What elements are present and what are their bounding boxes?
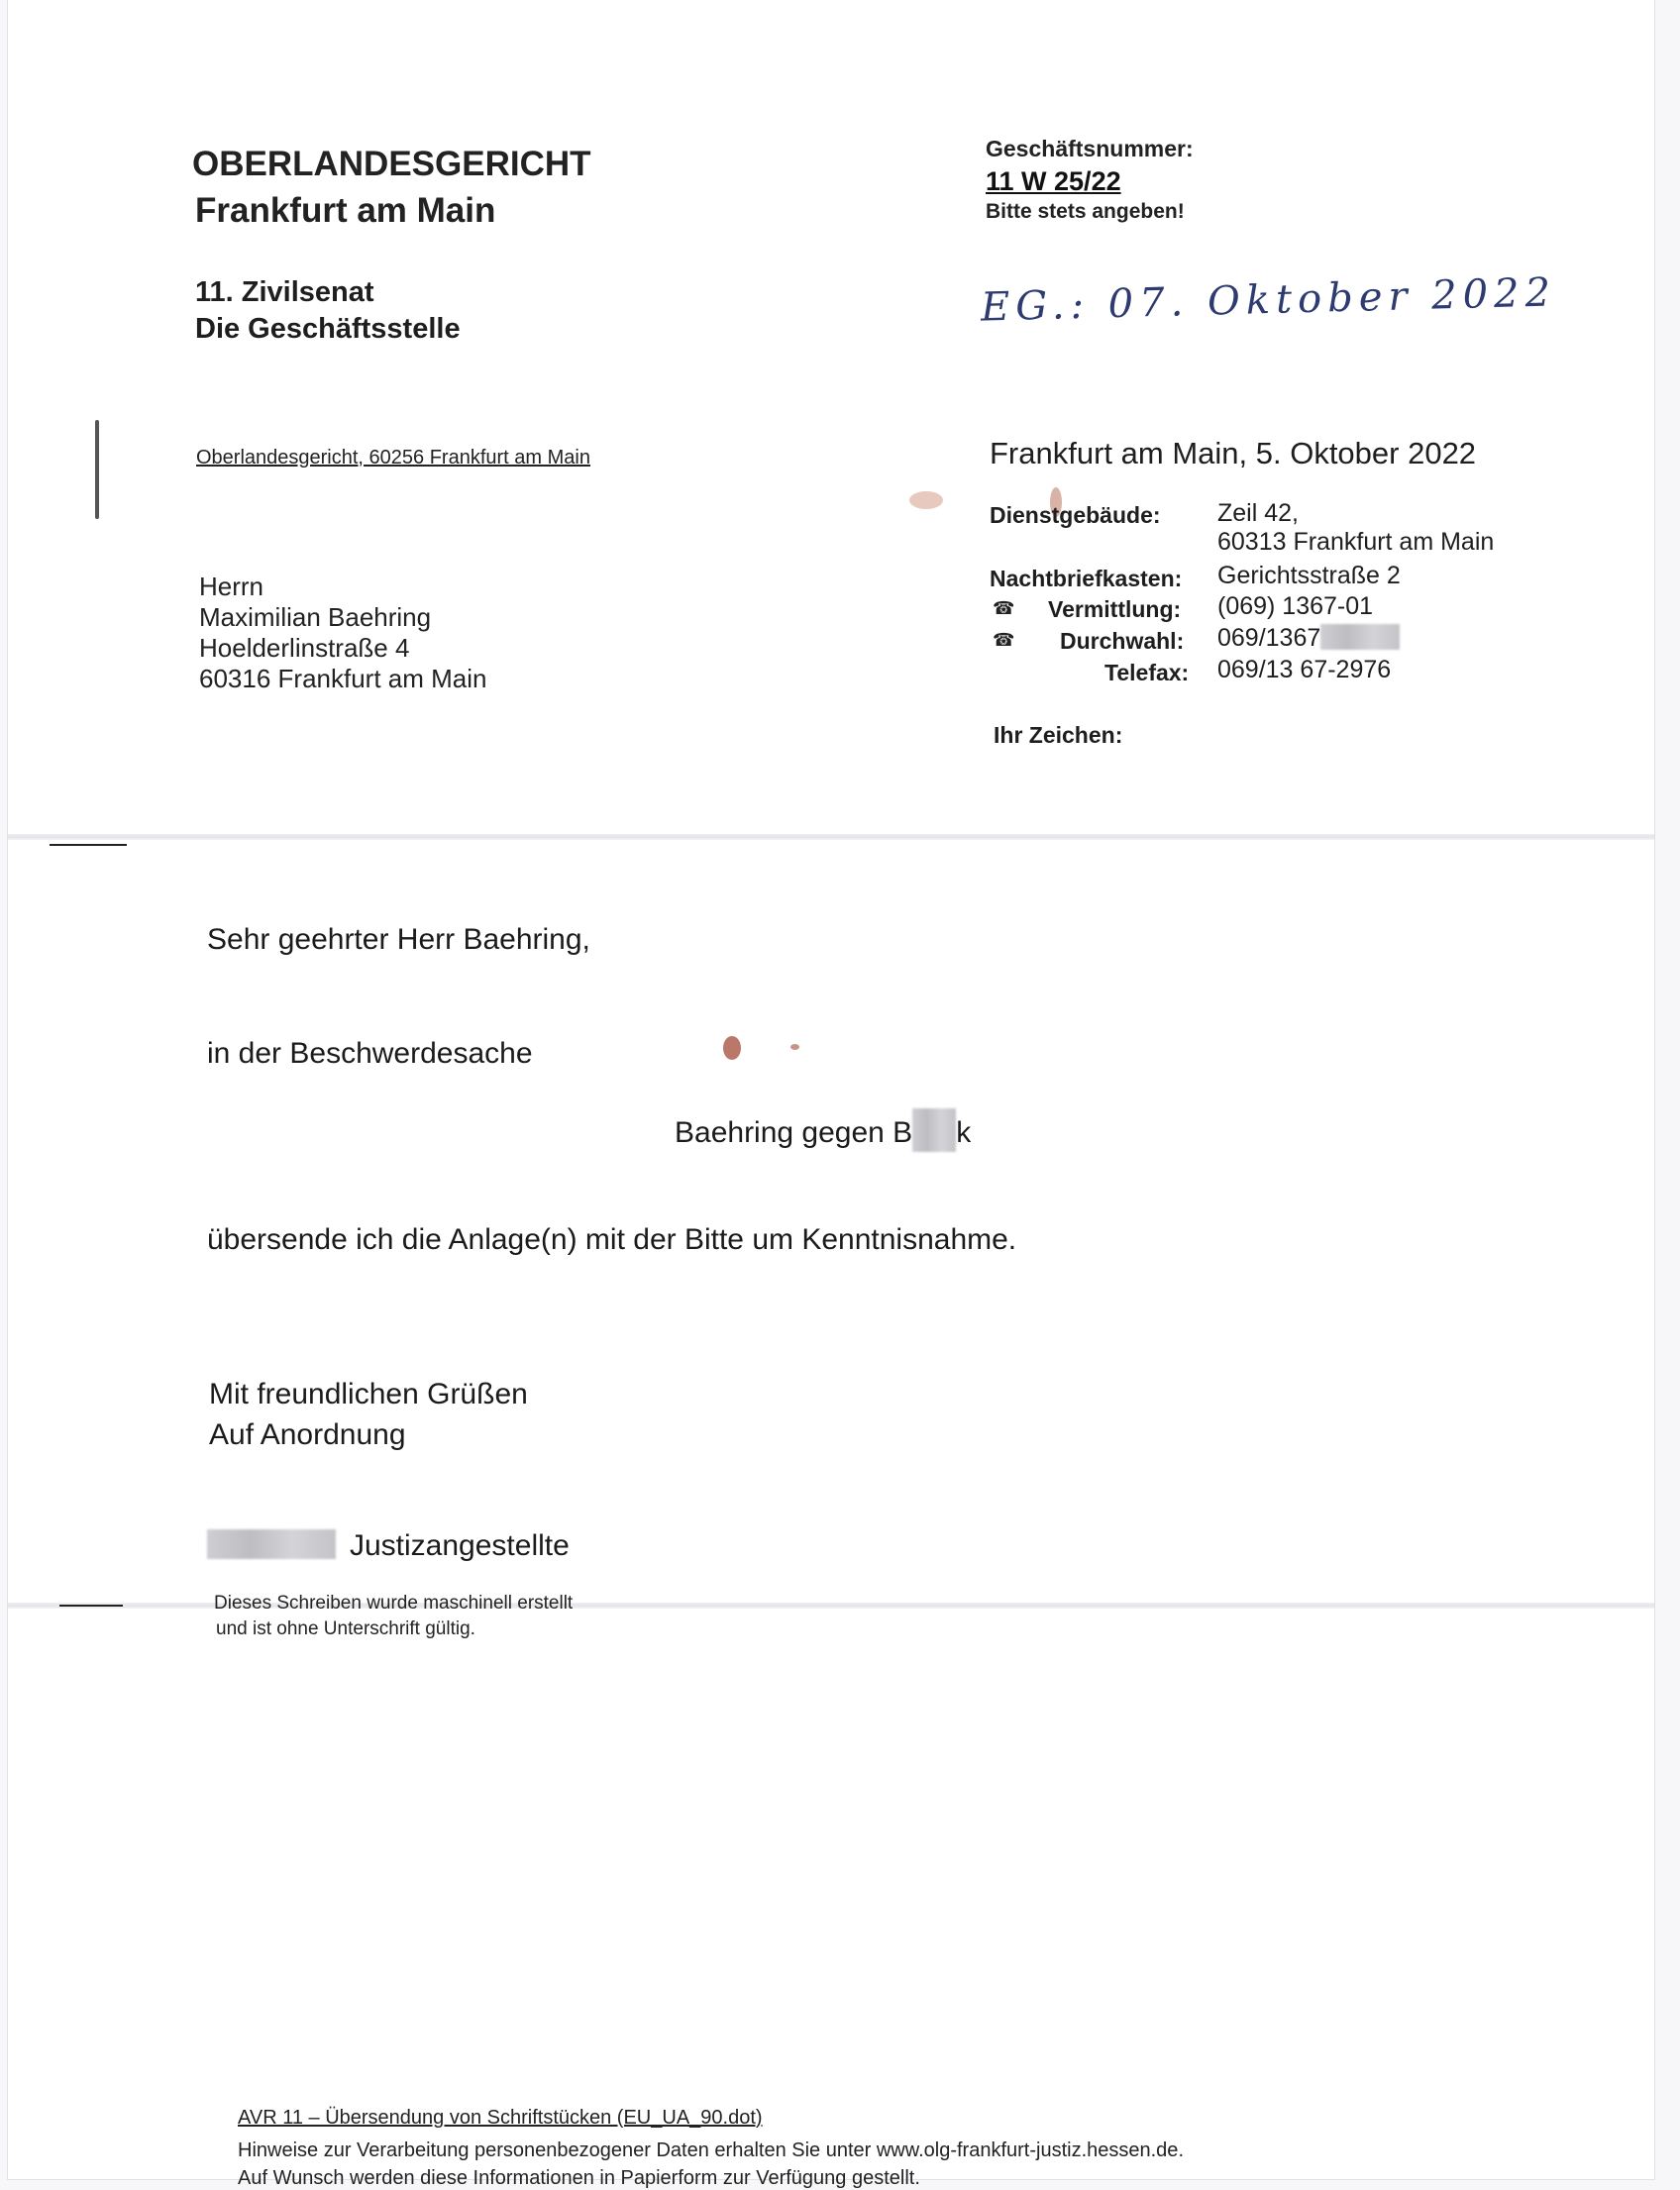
- direct-dial-value: [1217, 624, 1400, 653]
- redaction-block: [207, 1529, 336, 1559]
- greeting: Sehr geehrter Herr Baehring,: [207, 923, 590, 956]
- switchboard-value: (069) 1367-01: [1217, 592, 1374, 620]
- case-number-hint: Bitte stets angeben!: [986, 200, 1185, 223]
- direct-dial-label: Durchwahl:: [1060, 628, 1185, 654]
- handwritten-receipt-note: EG.: 07. Oktober 2022: [980, 269, 1557, 331]
- case-number: 11 W 25/22: [986, 166, 1121, 196]
- stain: [790, 1044, 799, 1050]
- sender-address-line: Oberlandesgericht, 60256 Frankfurt am Main: [196, 447, 590, 469]
- machine-note-line-2: und ist ohne Unterschrift gültig.: [216, 1618, 475, 1639]
- redaction-block: [1320, 624, 1400, 650]
- signer-title: Justizangestellte: [350, 1529, 570, 1562]
- case-parties: [675, 1108, 971, 1152]
- fax-label: Telefax:: [1104, 660, 1190, 685]
- fax-value: 069/13 67-2976: [1217, 656, 1392, 683]
- fold-mark: [59, 1605, 123, 1607]
- office-name: Die Geschäftsstelle: [195, 313, 461, 345]
- recipient-salutation: Herrn: [199, 572, 264, 601]
- machine-note-line-1: Dieses Schreiben wurde maschinell erstellt: [214, 1593, 574, 1614]
- body-text: übersende ich die Anlage(n) mit der Bitte um Kenntnisnahme.: [207, 1223, 1017, 1256]
- building-label: Dienstgebäude:: [990, 502, 1161, 528]
- direct-dial-number: 069/1367: [1217, 624, 1321, 652]
- senate-name: 11. Zivilsenat: [195, 276, 374, 308]
- telephone-icon: ☎: [993, 598, 1015, 618]
- court-city: Frankfurt am Main: [195, 191, 496, 230]
- letter-sheet: [8, 0, 1654, 2189]
- staple-mark: [95, 420, 99, 519]
- privacy-text: Hinweise zur Verarbeitung personenbezogener Daten erhalten Sie unter: [238, 2139, 872, 2161]
- telephone-icon: ☎: [993, 630, 1015, 650]
- stain: [909, 491, 943, 509]
- recipient-name: Maximilian Baehring: [199, 602, 432, 632]
- building-line-2: 60313 Frankfurt am Main: [1217, 528, 1495, 556]
- closing-greeting: Mit freundlichen Grüßen: [209, 1378, 528, 1410]
- fold-mark: [50, 844, 127, 846]
- form-identifier: AVR 11 – Übersendung von Schriftstücken (EU_UA_90.dot): [238, 2107, 763, 2129]
- case-parties-end: k: [956, 1116, 972, 1149]
- switchboard-label: Vermittlung:: [1048, 596, 1182, 622]
- privacy-link[interactable]: www.olg-frankfurt-justiz.hessen.de: [876, 2139, 1179, 2161]
- place-and-date: Frankfurt am Main, 5. Oktober 2022: [990, 436, 1477, 470]
- building-line-1: Zeil 42,: [1217, 499, 1299, 527]
- case-number-label: Geschäftsnummer:: [986, 136, 1194, 161]
- paper-form-note: Auf Wunsch werden diese Informationen in Papierform zur Verfügung gestellt.: [238, 2167, 920, 2189]
- recipient-city: 60316 Frankfurt am Main: [199, 664, 487, 693]
- recipient-street: Hoelderlinstraße 4: [199, 633, 410, 663]
- on-order: Auf Anordnung: [209, 1418, 406, 1451]
- court-name: OBERLANDESGERICHT: [192, 145, 591, 183]
- night-mailbox-label: Nachtbriefkasten:: [990, 566, 1183, 591]
- case-intro: in der Beschwerdesache: [207, 1037, 533, 1070]
- privacy-notice: [238, 2139, 1184, 2162]
- redaction-block: [912, 1108, 956, 1152]
- paper-fold: [8, 834, 1654, 840]
- stain: [723, 1036, 741, 1060]
- reference-label: Ihr Zeichen:: [994, 722, 1123, 748]
- signer-line: [207, 1529, 570, 1563]
- night-mailbox-value: Gerichtsstraße 2: [1217, 562, 1401, 589]
- case-parties-visible: Baehring gegen B: [675, 1116, 913, 1149]
- privacy-end: .: [1178, 2139, 1184, 2161]
